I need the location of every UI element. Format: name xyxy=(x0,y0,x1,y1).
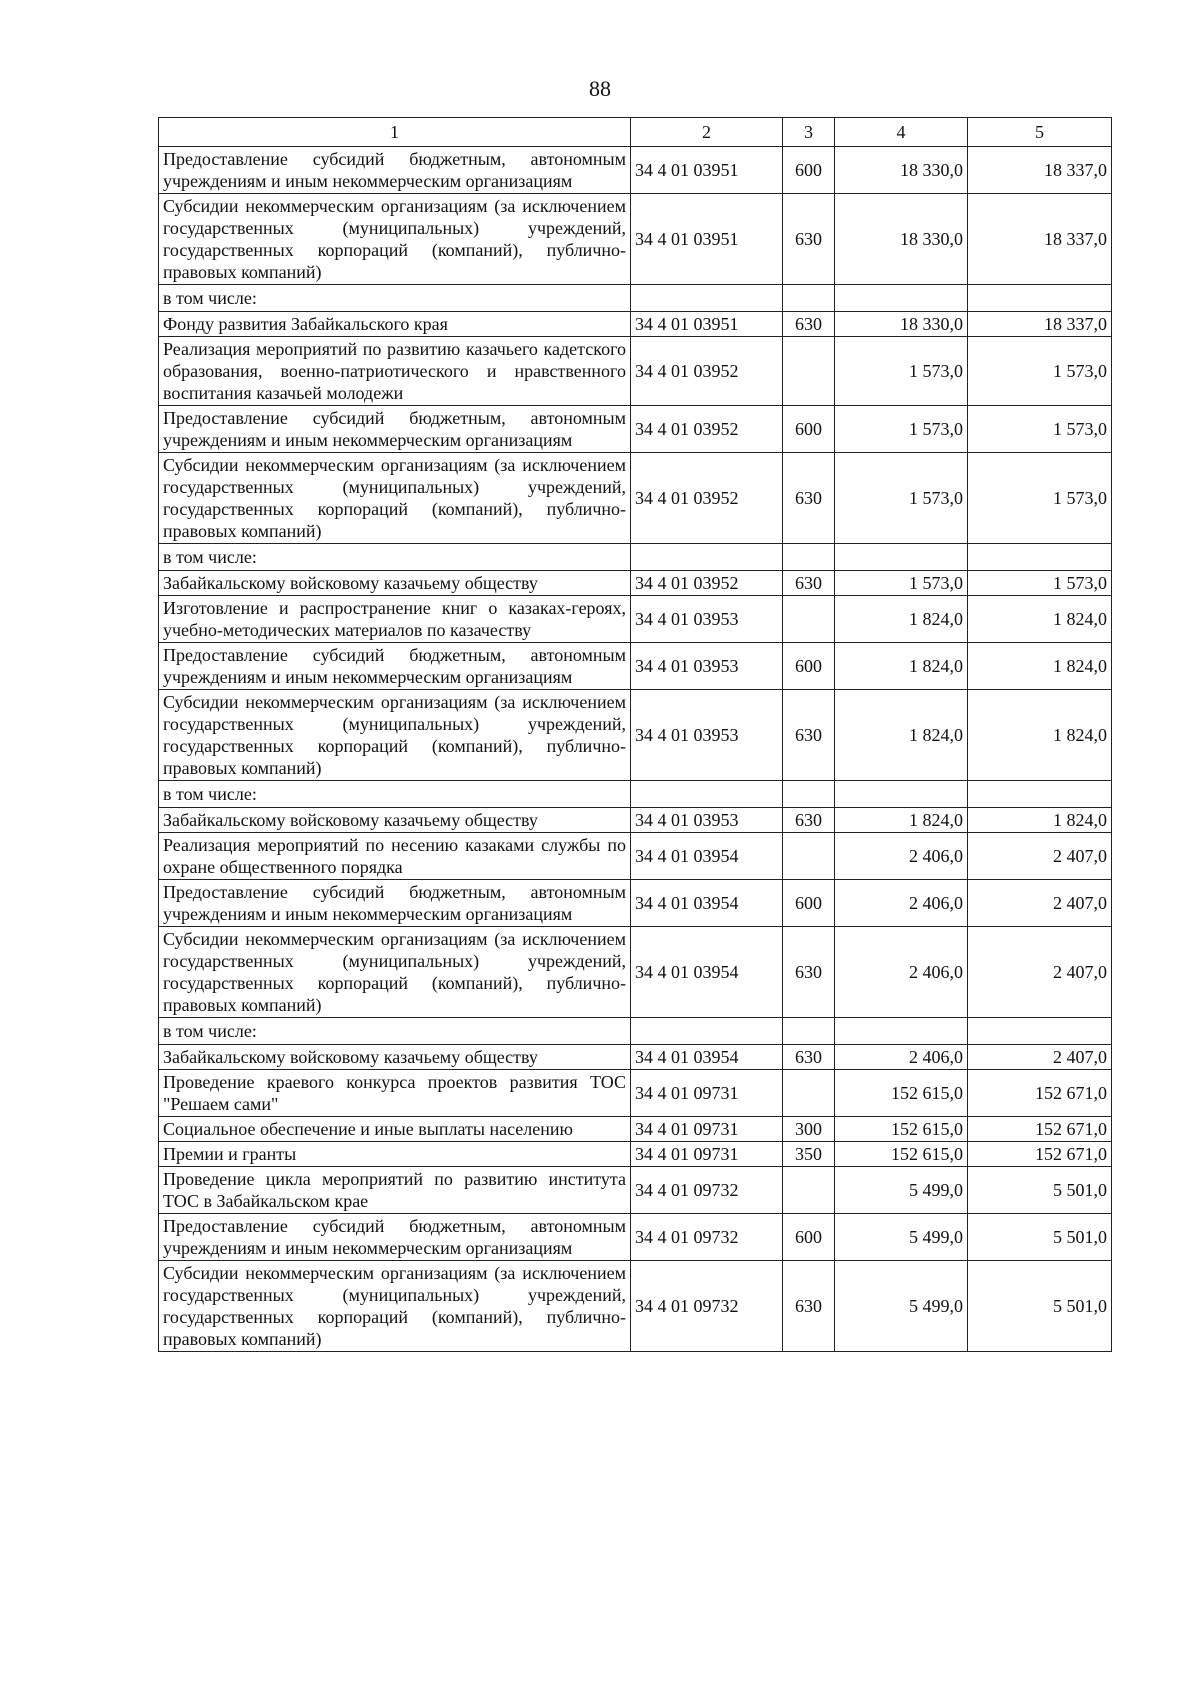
row-expense-type-cell: 600 xyxy=(783,880,835,927)
row-value-col4-cell: 18 330,0 xyxy=(835,194,968,285)
table-header xyxy=(159,118,1112,147)
row-value-col4-cell xyxy=(835,1018,968,1045)
row-value-col5-cell: 2 407,0 xyxy=(968,833,1112,880)
row-expense-type-cell xyxy=(783,1070,835,1117)
table-row xyxy=(159,808,1112,833)
row-name-cell: Субсидии некоммерческим организациям (за исключением государственных (муниципальных) учреждений, государственных корпораций (компаний), публично-правовых компаний) xyxy=(159,453,631,544)
row-value-col5-cell: 152 671,0 xyxy=(968,1142,1112,1167)
row-value-col5-cell: 1 824,0 xyxy=(968,808,1112,833)
row-code-cell: 34 4 01 03952 xyxy=(631,453,783,544)
row-name-cell: Забайкальскому войсковому казачьему обществу xyxy=(159,571,631,596)
row-code-cell xyxy=(631,1018,783,1045)
row-value-col4-cell: 1 573,0 xyxy=(835,453,968,544)
row-name-cell: в том числе: xyxy=(159,1018,631,1045)
row-name-cell: в том числе: xyxy=(159,781,631,808)
row-code-cell xyxy=(631,781,783,808)
row-expense-type-cell: 630 xyxy=(783,808,835,833)
row-value-col4-cell: 1 824,0 xyxy=(835,690,968,781)
row-expense-type-cell: 630 xyxy=(783,927,835,1018)
table-row xyxy=(159,927,1112,1018)
table-row xyxy=(159,312,1112,337)
row-expense-type-cell: 600 xyxy=(783,147,835,194)
table-row xyxy=(159,406,1112,453)
row-name-cell: Забайкальскому войсковому казачьему обществу xyxy=(159,1045,631,1070)
table-row xyxy=(159,1117,1112,1142)
row-code-cell: 34 4 01 03951 xyxy=(631,147,783,194)
row-code-cell: 34 4 01 09731 xyxy=(631,1070,783,1117)
row-value-col5-cell xyxy=(968,781,1112,808)
row-value-col5-cell: 18 337,0 xyxy=(968,194,1112,285)
row-expense-type-cell xyxy=(783,781,835,808)
row-name-cell: Премии и гранты xyxy=(159,1142,631,1167)
row-value-col4-cell: 5 499,0 xyxy=(835,1261,968,1352)
row-expense-type-cell xyxy=(783,544,835,571)
row-value-col5-cell: 1 824,0 xyxy=(968,690,1112,781)
row-expense-type-cell xyxy=(783,1167,835,1214)
row-value-col4-cell: 2 406,0 xyxy=(835,927,968,1018)
row-value-col4-cell: 1 573,0 xyxy=(835,337,968,406)
header-col-4: 4 xyxy=(835,118,968,147)
row-name-cell: Социальное обеспечение и иные выплаты населению xyxy=(159,1117,631,1142)
row-value-col5-cell: 1 573,0 xyxy=(968,571,1112,596)
table-row xyxy=(159,781,1112,808)
table-row xyxy=(159,337,1112,406)
row-value-col4-cell: 5 499,0 xyxy=(835,1167,968,1214)
row-value-col4-cell: 2 406,0 xyxy=(835,880,968,927)
row-code-cell: 34 4 01 03952 xyxy=(631,337,783,406)
row-name-cell: Проведение цикла мероприятий по развитию института ТОС в Забайкальском крае xyxy=(159,1167,631,1214)
row-value-col4-cell: 2 406,0 xyxy=(835,833,968,880)
table-row xyxy=(159,643,1112,690)
row-code-cell: 34 4 01 09732 xyxy=(631,1167,783,1214)
row-value-col5-cell: 5 501,0 xyxy=(968,1261,1112,1352)
row-expense-type-cell: 630 xyxy=(783,571,835,596)
row-name-cell: в том числе: xyxy=(159,285,631,312)
row-name-cell: Изготовление и распространение книг о казаках-героях, учебно-методических материалов по казачеству xyxy=(159,596,631,643)
row-code-cell: 34 4 01 09731 xyxy=(631,1117,783,1142)
row-value-col4-cell: 152 615,0 xyxy=(835,1117,968,1142)
row-value-col4-cell: 5 499,0 xyxy=(835,1214,968,1261)
row-value-col4-cell: 2 406,0 xyxy=(835,1045,968,1070)
row-code-cell: 34 4 01 03954 xyxy=(631,880,783,927)
row-value-col5-cell: 2 407,0 xyxy=(968,880,1112,927)
row-name-cell: Предоставление субсидий бюджетным, автономным учреждениям и иным некоммерческим организациям xyxy=(159,406,631,453)
row-value-col5-cell: 18 337,0 xyxy=(968,147,1112,194)
row-name-cell: Субсидии некоммерческим организациям (за исключением государственных (муниципальных) учреждений, государственных корпораций (компаний), публично-правовых компаний) xyxy=(159,1261,631,1352)
row-code-cell: 34 4 01 03951 xyxy=(631,194,783,285)
row-name-cell: Субсидии некоммерческим организациям (за исключением государственных (муниципальных) учреждений, государственных корпораций (компаний), публично-правовых компаний) xyxy=(159,927,631,1018)
table-row xyxy=(159,194,1112,285)
row-value-col5-cell: 5 501,0 xyxy=(968,1214,1112,1261)
row-code-cell: 34 4 01 03952 xyxy=(631,571,783,596)
page-number: 88 xyxy=(589,76,611,101)
table-row xyxy=(159,880,1112,927)
row-expense-type-cell: 630 xyxy=(783,1045,835,1070)
row-value-col5-cell xyxy=(968,285,1112,312)
row-code-cell: 34 4 01 03954 xyxy=(631,833,783,880)
row-expense-type-cell: 600 xyxy=(783,406,835,453)
row-name-cell: Предоставление субсидий бюджетным, автономным учреждениям и иным некоммерческим организациям xyxy=(159,643,631,690)
row-name-cell: Предоставление субсидий бюджетным, автономным учреждениям и иным некоммерческим организациям xyxy=(159,880,631,927)
row-expense-type-cell: 350 xyxy=(783,1142,835,1167)
row-value-col4-cell: 1 824,0 xyxy=(835,643,968,690)
row-code-cell xyxy=(631,285,783,312)
row-name-cell: Субсидии некоммерческим организациям (за исключением государственных (муниципальных) учреждений, государственных корпораций (компаний), публично-правовых компаний) xyxy=(159,690,631,781)
row-name-cell: Предоставление субсидий бюджетным, автономным учреждениям и иным некоммерческим организациям xyxy=(159,1214,631,1261)
row-expense-type-cell: 630 xyxy=(783,312,835,337)
row-code-cell xyxy=(631,544,783,571)
row-name-cell: Предоставление субсидий бюджетным, автономным учреждениям и иным некоммерческим организациям xyxy=(159,147,631,194)
header-col-2: 2 xyxy=(631,118,783,147)
table-row xyxy=(159,544,1112,571)
row-code-cell: 34 4 01 09732 xyxy=(631,1261,783,1352)
row-code-cell: 34 4 01 03951 xyxy=(631,312,783,337)
row-value-col5-cell xyxy=(968,544,1112,571)
row-name-cell: Фонду развития Забайкальского края xyxy=(159,312,631,337)
table-row xyxy=(159,571,1112,596)
row-expense-type-cell: 630 xyxy=(783,1261,835,1352)
row-code-cell: 34 4 01 03954 xyxy=(631,927,783,1018)
table-body xyxy=(159,147,1112,1352)
table-row xyxy=(159,1214,1112,1261)
row-expense-type-cell xyxy=(783,833,835,880)
row-value-col4-cell: 1 573,0 xyxy=(835,571,968,596)
row-value-col5-cell: 152 671,0 xyxy=(968,1070,1112,1117)
table-row xyxy=(159,1070,1112,1117)
row-name-cell: Реализация мероприятий по несению казаками службы по охране общественного порядка xyxy=(159,833,631,880)
row-code-cell: 34 4 01 03952 xyxy=(631,406,783,453)
row-value-col5-cell: 1 573,0 xyxy=(968,337,1112,406)
row-name-cell: Забайкальскому войсковому казачьему обществу xyxy=(159,808,631,833)
row-expense-type-cell: 300 xyxy=(783,1117,835,1142)
row-value-col5-cell: 1 573,0 xyxy=(968,453,1112,544)
row-expense-type-cell: 600 xyxy=(783,1214,835,1261)
row-value-col4-cell: 18 330,0 xyxy=(835,147,968,194)
row-value-col4-cell: 152 615,0 xyxy=(835,1070,968,1117)
row-code-cell: 34 4 01 09731 xyxy=(631,1142,783,1167)
row-expense-type-cell: 630 xyxy=(783,453,835,544)
row-value-col5-cell: 1 824,0 xyxy=(968,643,1112,690)
table-row xyxy=(159,833,1112,880)
table-row xyxy=(159,1142,1112,1167)
row-expense-type-cell xyxy=(783,596,835,643)
row-code-cell: 34 4 01 03953 xyxy=(631,690,783,781)
budget-table xyxy=(158,117,1112,1352)
table-row xyxy=(159,596,1112,643)
table-row xyxy=(159,690,1112,781)
row-expense-type-cell: 630 xyxy=(783,194,835,285)
row-code-cell: 34 4 01 03953 xyxy=(631,808,783,833)
row-code-cell: 34 4 01 09732 xyxy=(631,1214,783,1261)
row-expense-type-cell xyxy=(783,1018,835,1045)
table-row xyxy=(159,1261,1112,1352)
header-row xyxy=(159,118,1112,147)
row-value-col5-cell: 1 824,0 xyxy=(968,596,1112,643)
row-value-col5-cell: 18 337,0 xyxy=(968,312,1112,337)
row-expense-type-cell: 630 xyxy=(783,690,835,781)
row-value-col4-cell: 1 824,0 xyxy=(835,596,968,643)
row-value-col5-cell: 2 407,0 xyxy=(968,927,1112,1018)
row-name-cell: Реализация мероприятий по развитию казачьего кадетского образования, военно-патриотического и нравственного воспитания казачьей молодежи xyxy=(159,337,631,406)
row-expense-type-cell xyxy=(783,337,835,406)
header-col-3: 3 xyxy=(783,118,835,147)
row-expense-type-cell: 600 xyxy=(783,643,835,690)
header-col-5: 5 xyxy=(968,118,1112,147)
row-code-cell: 34 4 01 03953 xyxy=(631,596,783,643)
row-value-col4-cell: 1 824,0 xyxy=(835,808,968,833)
row-code-cell: 34 4 01 03954 xyxy=(631,1045,783,1070)
row-value-col4-cell xyxy=(835,544,968,571)
row-value-col4-cell: 1 573,0 xyxy=(835,406,968,453)
row-name-cell: Проведение краевого конкурса проектов развития ТОС "Решаем сами" xyxy=(159,1070,631,1117)
table-row xyxy=(159,1045,1112,1070)
row-expense-type-cell xyxy=(783,285,835,312)
row-value-col5-cell: 2 407,0 xyxy=(968,1045,1112,1070)
row-value-col5-cell: 5 501,0 xyxy=(968,1167,1112,1214)
row-value-col5-cell: 152 671,0 xyxy=(968,1117,1112,1142)
row-value-col4-cell: 152 615,0 xyxy=(835,1142,968,1167)
table-row xyxy=(159,147,1112,194)
header-col-1: 1 xyxy=(159,118,631,147)
row-value-col5-cell: 1 573,0 xyxy=(968,406,1112,453)
row-code-cell: 34 4 01 03953 xyxy=(631,643,783,690)
row-name-cell: Субсидии некоммерческим организациям (за исключением государственных (муниципальных) учреждений, государственных корпораций (компаний), публично-правовых компаний) xyxy=(159,194,631,285)
row-name-cell: в том числе: xyxy=(159,544,631,571)
table-row xyxy=(159,1018,1112,1045)
row-value-col4-cell xyxy=(835,781,968,808)
row-value-col4-cell xyxy=(835,285,968,312)
row-value-col4-cell: 18 330,0 xyxy=(835,312,968,337)
table-row xyxy=(159,453,1112,544)
table-row xyxy=(159,285,1112,312)
row-value-col5-cell xyxy=(968,1018,1112,1045)
table-row xyxy=(159,1167,1112,1214)
